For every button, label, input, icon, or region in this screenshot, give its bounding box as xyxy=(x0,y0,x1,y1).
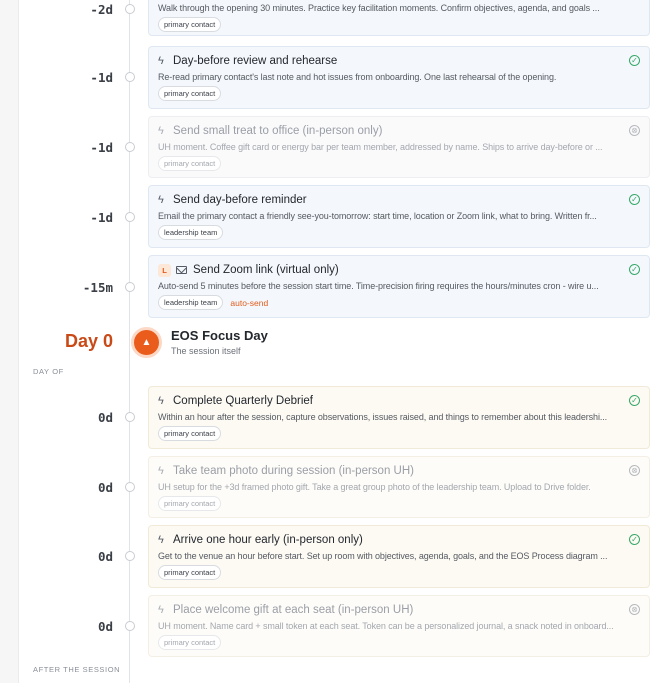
assignee-tag[interactable]: primary contact xyxy=(158,426,221,441)
assignee-tag[interactable]: leadership team xyxy=(158,295,223,310)
bolt-icon: ϟ xyxy=(158,395,164,407)
task-description: Within an hour after the session, capture observations, issues raised, and things to remember about this leadershi... xyxy=(158,412,608,422)
timeline-dot xyxy=(125,412,135,422)
task-card[interactable] xyxy=(148,525,650,588)
offset-label: 0d xyxy=(97,619,113,634)
offset-label: -1d xyxy=(90,210,113,225)
timeline-dot xyxy=(125,621,135,631)
timeline-dot xyxy=(125,142,135,152)
task-description: UH setup for the +3d framed photo gift. Take a great group photo of the leadership team. Upload to Drive folder. xyxy=(158,482,591,492)
offset-label: -1d xyxy=(90,140,113,155)
task-description: Re-read primary contact's last note and hot issues from onboarding. One last rehearsal of the opening. xyxy=(158,72,557,82)
task-description: Auto-send 5 minutes before the session start time. Time-precision firing requires the hours/minutes cron - wire u... xyxy=(158,281,599,291)
assignee-tag[interactable]: primary contact xyxy=(158,496,221,511)
task-card[interactable] xyxy=(148,386,650,449)
skipped-icon[interactable]: ⊗ xyxy=(629,604,640,615)
offset-label: 0d xyxy=(97,549,113,564)
task-card[interactable] xyxy=(148,255,650,318)
sidebar-strip xyxy=(0,0,19,683)
task-description: UH moment. Name card + small token at each seat. Token can be a personalized journal, a snack noted in onboard... xyxy=(158,621,614,631)
task-title: Send Zoom link (virtual only) xyxy=(193,264,339,276)
offset-label: -15m xyxy=(82,280,113,295)
task-description: UH moment. Coffee gift card or energy bar per team member, addressed by name. Ships to arrive day-before or ... xyxy=(158,142,603,152)
section-label-after: AFTER THE SESSION xyxy=(33,665,121,674)
done-check-icon[interactable]: ✓ xyxy=(629,264,640,275)
assignee-tag[interactable]: primary contact xyxy=(158,86,221,101)
task-description: Email the primary contact a friendly see-you-tomorrow: start time, location or Zoom link, what to bring. Written fr... xyxy=(158,211,597,221)
task-title: Send day-before reminder xyxy=(173,194,307,206)
day-zero-label: Day 0 xyxy=(64,331,113,351)
auto-send-label: auto-send xyxy=(230,297,269,308)
task-card[interactable] xyxy=(148,185,650,248)
task-description: Get to the venue an hour before start. Set up room with objectives, agenda, goals, and the EOS Process diagram ... xyxy=(158,551,608,561)
timeline-dot xyxy=(125,482,135,492)
timeline-rail xyxy=(129,0,130,683)
event-marker-icon: ▲ xyxy=(131,327,162,358)
task-card[interactable] xyxy=(148,46,650,109)
bolt-icon: ϟ xyxy=(158,55,164,67)
task-description: Walk through the opening 30 minutes. Practice key facilitation moments. Confirm objectives, agenda, and goals ... xyxy=(158,3,600,13)
assignee-tag[interactable]: primary contact xyxy=(158,17,221,32)
offset-label: 0d xyxy=(97,480,113,495)
offset-label: 0d xyxy=(97,410,113,425)
event-subtitle: The session itself xyxy=(171,346,241,356)
timeline-dot xyxy=(125,282,135,292)
done-check-icon[interactable]: ✓ xyxy=(629,395,640,406)
bolt-icon: ϟ xyxy=(158,534,164,546)
assignee-tag[interactable]: primary contact xyxy=(158,565,221,580)
mail-icon xyxy=(176,266,187,274)
bolt-icon: ϟ xyxy=(158,465,164,477)
bolt-icon: ϟ xyxy=(158,125,164,137)
task-title: Complete Quarterly Debrief xyxy=(173,395,313,407)
assignee-tag[interactable]: primary contact xyxy=(158,156,221,171)
skipped-icon[interactable]: ⊗ xyxy=(629,125,640,136)
task-card[interactable] xyxy=(148,0,650,36)
timeline-dot xyxy=(125,4,135,14)
task-title: Arrive one hour early (in-person only) xyxy=(173,534,363,546)
done-check-icon[interactable]: ✓ xyxy=(629,194,640,205)
timeline-dot xyxy=(125,551,135,561)
skipped-icon[interactable]: ⊗ xyxy=(629,465,640,476)
done-check-icon[interactable]: ✓ xyxy=(629,55,640,66)
task-card[interactable] xyxy=(148,456,650,518)
timeline-dot xyxy=(125,212,135,222)
assignee-tag[interactable]: primary contact xyxy=(158,635,221,650)
lead-badge: L xyxy=(158,264,171,277)
task-title: Day-before review and rehearse xyxy=(173,55,338,67)
offset-label: -2d xyxy=(90,2,113,17)
offset-label: -1d xyxy=(90,70,113,85)
task-card[interactable] xyxy=(148,595,650,657)
event-title[interactable]: EOS Focus Day xyxy=(171,328,268,343)
assignee-tag[interactable]: leadership team xyxy=(158,225,223,240)
done-check-icon[interactable]: ✓ xyxy=(629,534,640,545)
timeline-dot xyxy=(125,72,135,82)
bolt-icon: ϟ xyxy=(158,604,164,616)
section-label-day-of: DAY OF xyxy=(33,367,64,376)
task-title: Send small treat to office (in-person only) xyxy=(173,125,383,137)
bolt-icon: ϟ xyxy=(158,194,164,206)
task-card[interactable] xyxy=(148,116,650,178)
task-title: Take team photo during session (in-person UH) xyxy=(173,465,414,477)
task-title: Place welcome gift at each seat (in-person UH) xyxy=(173,604,414,616)
